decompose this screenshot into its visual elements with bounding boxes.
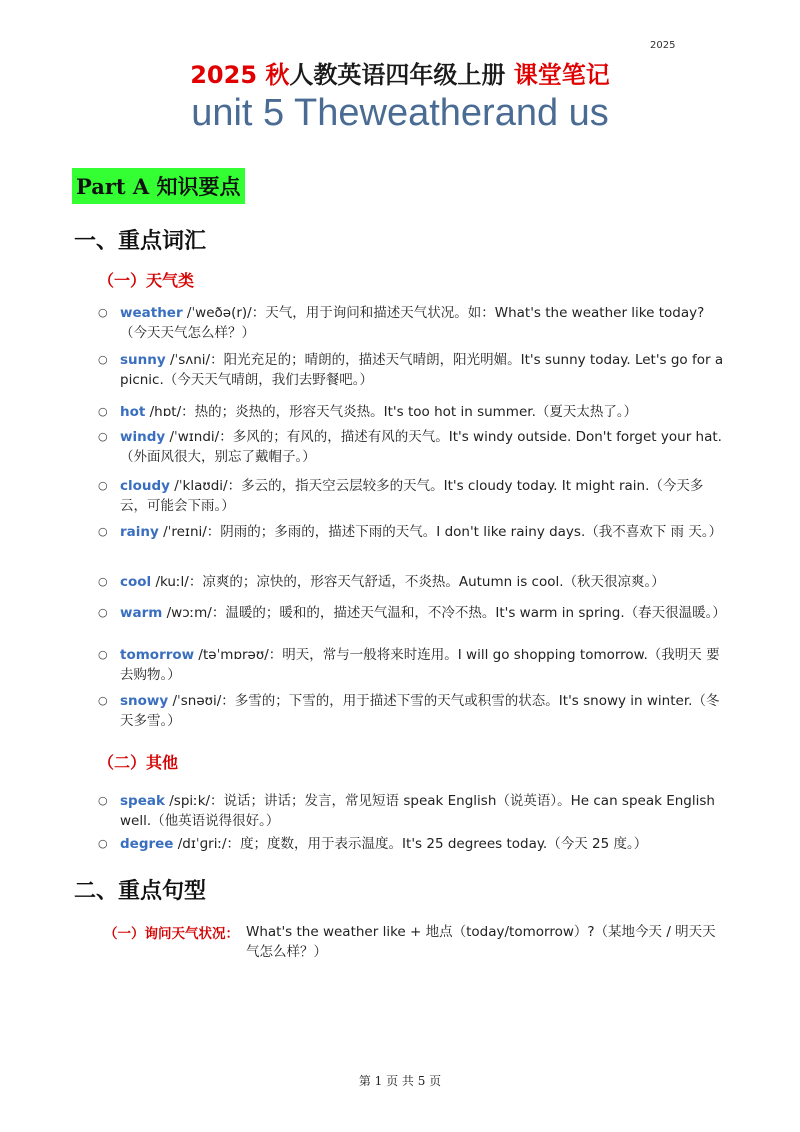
list-item: [98, 645, 728, 685]
bullet-icon: ○: [98, 794, 108, 807]
bullet-icon: ○: [98, 479, 108, 492]
definition: 度；度数，用于表示温度。It's 25 degrees today.（今天 25 度。）: [240, 836, 648, 852]
section1-heading: 一、重点词汇: [74, 228, 207, 254]
corner-year: 2025: [650, 40, 676, 51]
part-banner: Part A 知识要点: [72, 168, 245, 204]
title-notes: 课堂笔记: [513, 61, 610, 89]
bullet-icon: ○: [98, 306, 108, 319]
vocab-word: weather: [120, 305, 183, 321]
bullet-icon: ○: [98, 694, 108, 707]
sentence-label: （一）询问天气状况：: [104, 926, 239, 942]
list-item: [98, 350, 728, 390]
list-item: [98, 476, 728, 516]
bullet-icon: ○: [98, 575, 108, 588]
definition: 温暖的；暖和的，描述天气温和，不冷不热。It's warm in spring.（春天很温暖。）: [225, 605, 726, 621]
bullet-icon: ○: [98, 648, 108, 661]
definition: 多雪的；下雪的，用于描述下雪的天气或积雪的状态。It's snowy in winter.（冬天多雪。）: [120, 693, 720, 729]
list-item: [98, 834, 728, 854]
list-item: [98, 691, 728, 731]
definition: 多风的；有风的，描述有风的天气。It's windy outside. Don't forget your hat.（外面风很大，别忘了戴帽子。）: [120, 429, 722, 465]
sentence-text: What's the weather like + 地点（today/tomorrow）?（某地今天 / 明天天 气怎么样？）: [246, 924, 716, 960]
title-main: 人教英语四年级上册: [289, 61, 506, 89]
vocab-word: cool: [120, 574, 152, 590]
vocab-word: tomorrow: [120, 647, 195, 663]
list-item: [98, 303, 728, 343]
phonetic: /spiːk/：: [164, 793, 224, 809]
vocab-word: windy: [120, 429, 166, 445]
definition: 凉爽的；凉快的，形容天气舒适，不炎热。Autumn is cool.（秋天很凉爽。）: [202, 574, 665, 590]
vocab-word: cloudy: [120, 478, 170, 494]
list-item: [98, 427, 728, 467]
vocab-word: snowy: [120, 693, 169, 709]
vocab-word: hot: [120, 404, 146, 420]
bullet-icon: ○: [98, 837, 108, 850]
title-year: 2025 秋: [190, 61, 290, 89]
vocab-word: rainy: [120, 524, 159, 540]
vocab-word: sunny: [120, 352, 166, 368]
phonetic: /ˈwɪndi/：: [165, 429, 233, 445]
list-item: [98, 572, 728, 592]
phonetic: /ˈklaʊdi/：: [169, 478, 242, 494]
sub1-heading: （一）天气类: [98, 271, 195, 290]
definition: 明天，常与一般将来时连用。I will go shopping tomorrow.（我明天 要去购物。）: [120, 647, 720, 683]
bullet-icon: ○: [98, 430, 108, 443]
sub2-heading: （二）其他: [98, 753, 179, 772]
phonetic: /ˈreɪni/：: [158, 524, 221, 540]
definition: 热的；炎热的，形容天气炎热。It's too hot in summer.（夏天太热了。）: [194, 404, 638, 420]
list-item: [98, 402, 728, 422]
phonetic: /dɪˈɡriː/：: [173, 836, 241, 852]
unit-subtitle: unit 5 Theweatherand us: [191, 92, 609, 134]
vocab-word: degree: [120, 836, 174, 852]
phonetic: /wɔːm/：: [162, 605, 226, 621]
definition: 阳光充足的；晴朗的，描述天气晴朗，阳光明媚。It's sunny today. Let's go for a picnic.（今天天气晴朗，我们去野餐吧。）: [120, 352, 724, 388]
phonetic: /ˈsnəʊi/：: [168, 693, 235, 709]
vocab-word: speak: [120, 793, 165, 809]
bullet-icon: ○: [98, 353, 108, 366]
page-title: [0, 55, 800, 90]
section2-heading: 二、重点句型: [74, 878, 207, 904]
bullet-icon: ○: [98, 405, 108, 418]
definition: 多云的，指天空云层较多的天气。It's cloudy today. It might rain.（今天多 云，可能会下雨。）: [120, 478, 704, 514]
phonetic: /ˈsʌni/：: [165, 352, 224, 368]
phonetic: /kuːl/：: [151, 574, 203, 590]
phonetic: /ˈweðə(r)/：: [182, 305, 266, 321]
vocab-word: warm: [120, 605, 163, 621]
bullet-icon: ○: [98, 525, 108, 538]
phonetic: /hɒt/：: [145, 404, 195, 420]
bullet-icon: ○: [98, 606, 108, 619]
definition: 阴雨的；多雨的，描述下雨的天气。I don't like rainy days.（我不喜欢下 雨 天。）: [220, 524, 723, 540]
page-footer: 第 1 页 共 5 页: [358, 1074, 442, 1088]
phonetic: /təˈmɒrəʊ/：: [194, 647, 283, 663]
definition: 天气，用于询问和描述天气状况。如：What's the weather like today?（今天天气怎么样？）: [120, 305, 705, 341]
definition: 说话；讲话；发言，常见短语 speak English（说英语）。He can speak English well.（他英语说得很好。）: [120, 793, 715, 829]
list-item: [98, 603, 728, 623]
list-item: [98, 522, 728, 542]
list-item: [98, 791, 728, 831]
